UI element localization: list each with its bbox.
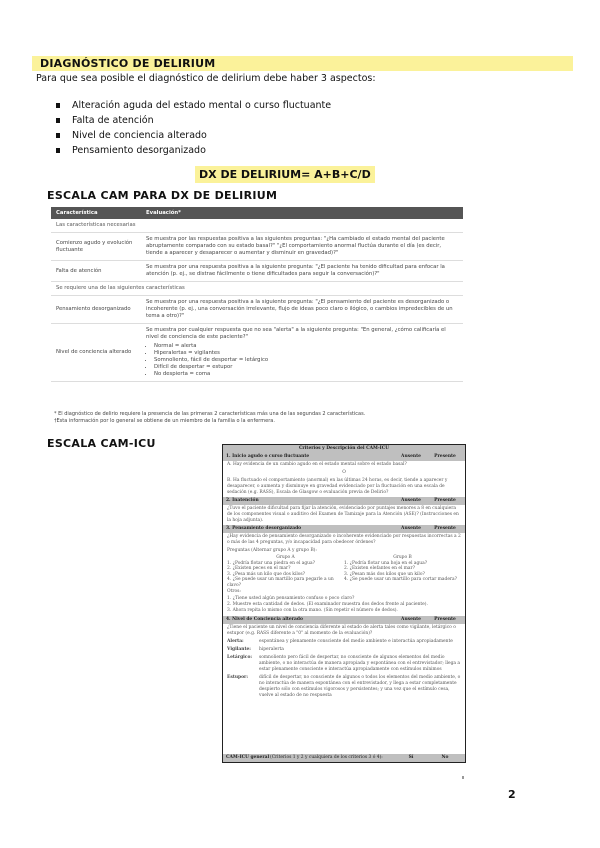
- list-item: Pensamiento desorganizado: [56, 143, 331, 158]
- group-label: Grupo A: [276, 555, 295, 560]
- evaluation-cell: Se muestra por una respuesta positiva a la siguiente pregunta: "¿El paciente ha tenido dificultad para enfocar la atención (p. ej., se distrae fácilmente o tiene dificultades para seguir la conversación)?": [141, 261, 463, 282]
- worksheet-header: [223, 445, 465, 453]
- cam-icu-title: ESCALA CAM-ICU: [47, 437, 156, 450]
- present-label: Presente: [434, 526, 456, 531]
- section-label: Se requiere una de las siguientes características: [51, 282, 463, 296]
- feature-cell: Falta de atención: [51, 261, 141, 282]
- mark: [462, 776, 464, 779]
- level-key: Letárgico:: [227, 655, 253, 660]
- evaluation-cell: Se muestra por las respuestas positiva a las siguientes preguntas: "¿Ha cambiado el estado mental del paciente abruptamente comparado con su estado basal?" "¿El comportamiento anormal fluctúa durante el día (es decir, tiende a aparecer y desaparecer o aumentar y disminuir en gravedad)?": [141, 233, 463, 261]
- table-header: [51, 207, 463, 219]
- section-label: 2. Inatención: [226, 498, 259, 503]
- list-item: Falta de atención: [56, 113, 331, 128]
- table-row: [51, 261, 463, 282]
- orders-title: Otros:: [227, 589, 241, 594]
- absent-label: Ausente: [401, 498, 421, 503]
- section-bar: [223, 616, 465, 624]
- bullet-list: [56, 98, 331, 158]
- global-label: CAM-ICU general: [226, 755, 270, 760]
- level-desc: espontánea y plenamente consciente del medio ambiente e interactúa apropiadamente: [259, 639, 453, 644]
- level-key: Estupor:: [227, 675, 248, 680]
- footnote: †Esta información por lo general se obtiene de un miembro de la familia o la enfermera.: [54, 418, 275, 424]
- section-label: 3. Pensamiento desorganizado: [226, 526, 302, 531]
- consciousness-options: [154, 343, 458, 378]
- question: 3. ¿Pesa más un kilo que dos kilos?: [227, 571, 306, 577]
- present-label: Presente: [434, 617, 456, 622]
- cam-icu-worksheet: [222, 444, 466, 763]
- list-item: • No despierta = coma: [154, 371, 458, 378]
- criterion-text: ¿Hay evidencia de pensamiento desorganizado o incoherente evidenciado por respuestas incorrectas a 2 o más de las 4 preguntas, y/o incapacidad para obedecer órdenes?: [227, 534, 461, 545]
- header-cell: Característica: [51, 207, 141, 219]
- page-number: 2: [508, 788, 516, 801]
- yes-label: Sí: [408, 755, 414, 760]
- criterion-text: A. Hay evidencia de un cambio agudo en el estado mental sobre el estado basal?: [227, 462, 407, 467]
- cam-scale-title: ESCALA CAM PARA DX DE DELIRIUM: [47, 189, 278, 202]
- present-label: Presente: [434, 498, 456, 503]
- global-bar: [223, 754, 465, 762]
- absent-label: Ausente: [401, 454, 421, 459]
- order: 2. Muestre esta cantidad de dedos. (El examinador muestra dos dedos frente al paciente).: [227, 602, 428, 607]
- level-desc: somnoliento pero fácil de despertar, no consciente de algunos elementos del medio ambiente, o no interactúa de manera apropiada y espontánea con el entrevistador; llega a estar plenamente consciente e interactúa apropiadamente con estímulos mínimos: [259, 655, 461, 672]
- list-item: • Normal = alerta: [154, 343, 458, 350]
- question: 4. ¿Se puede usar un martillo para cortar madera?: [344, 577, 458, 582]
- level-row: [223, 638, 465, 646]
- question: 1. ¿Podría flotar una piedra en el agua?: [227, 560, 315, 566]
- section-label: Las características necesarias: [51, 219, 463, 233]
- global-desc: (Criterios 1 y 2 y cualquiera de los criterios 3 ó 4):: [270, 755, 383, 760]
- group-b: [344, 555, 461, 588]
- no-label: No: [441, 755, 449, 760]
- section-bar: [223, 453, 465, 461]
- intro-text: Para que sea posible el diagnóstico de delirium debe haber 3 aspectos:: [36, 73, 376, 84]
- delirium-formula: DX DE DELIRIUM= A+B+C/D: [195, 166, 375, 183]
- group-a: [227, 555, 344, 588]
- question: 4. ¿Se puede usar un martillo para pegarle a un clavo?: [227, 577, 334, 588]
- table-row: [51, 324, 463, 382]
- evaluation-cell: Se muestra por una respuesta positiva a la siguiente pregunta: "¿El pensamiento del paciente es desorganizado o incoherente (p. ej., una conversación irrelevante, flujo de ideas poco claro o ilógico, o cambios impredecibles de un tema a otro)?": [141, 296, 463, 324]
- level-key: Vigilante:: [227, 647, 251, 652]
- level-key: Alerta:: [227, 639, 244, 644]
- header-cell: Evaluación*: [141, 207, 463, 219]
- section-bar: [223, 497, 465, 505]
- cam-footnotes: [54, 411, 462, 425]
- question: 2. ¿Existen peces en el mar?: [227, 566, 291, 571]
- list-item: • Somnoliento, fácil de despertar = letárgico: [154, 357, 458, 364]
- level-row: [223, 674, 465, 700]
- level-desc: hiperalerta: [259, 647, 284, 652]
- absent-label: Ausente: [401, 526, 421, 531]
- order: 1. ¿Tiene usted algún pensamiento confuso o poco claro?: [227, 596, 355, 601]
- questions-intro: Preguntas (Alternar grupo A y grupo B):: [227, 548, 317, 553]
- group-label: Grupo B: [393, 555, 412, 560]
- page-title: DIAGNÓSTICO DE DELIRIUM: [32, 56, 573, 71]
- present-label: Presente: [434, 454, 456, 459]
- criterion-text: ¿Tiene el paciente un nivel de conciencia diferente al estado de alerta tales como vigilante, letárgico o estupor (e.g. RASS diferente a "0" al momento de la evaluación)?: [227, 625, 456, 636]
- section-label: 4. Nivel de Conciencia alterado: [226, 617, 303, 622]
- evaluation-cell: [141, 324, 463, 382]
- table-section: [51, 219, 463, 233]
- evaluation-text: Se muestra por cualquier respuesta que no sea "alerta" a la siguiente pregunta: "En general, ¿cómo calificaría el nivel de conciencia de este paciente?": [146, 327, 446, 340]
- criterion-text: ¿Tuvo el paciente dificultad para fijar la atención, evidenciado por puntajes menores a 8 en cualquiera de los componentes visual o auditivo del Examen de Tamizaje para la Atención (ASE)? (Instrucciones en la hoja adjunta).: [227, 506, 459, 523]
- list-item: Nivel de conciencia alterado: [56, 128, 331, 143]
- question-groups: [223, 555, 465, 588]
- feature-cell: Comienzo agudo y evolución fluctuante: [51, 233, 141, 261]
- feature-cell: Nivel de conciencia alterado: [51, 324, 141, 382]
- list-item: • Hiperalertas = vigilantes: [154, 350, 458, 357]
- cam-table: [51, 207, 463, 382]
- level-row: [223, 654, 465, 674]
- footnote: * El diagnóstico de delirio requiere la presencia de las primeras 2 características más una de las segundas 2 características.: [54, 411, 366, 417]
- table-row: [51, 296, 463, 324]
- question: 2. ¿Existen elefantes en el mar?: [344, 566, 416, 571]
- section-label: 1. Inicio agudo o curso fluctuante: [226, 454, 310, 459]
- order: 3. Ahora repita lo mismo con la otra mano. (Sin repetir el número de dedos).: [227, 608, 398, 613]
- question: 3. ¿Pesan más dos kilos que un kilo?: [344, 571, 425, 577]
- level-desc: difícil de despertar, no consciente de algunos o todos los elementos del medio ambiente, o no interactúa de manera espontánea con el entrevistador, y llega a estar completamente despierto sólo con estímulos vigorosos y persistentes; y una vez que el estímulo cesa, vuelve al estado de no respuesta: [259, 675, 461, 698]
- feature-cell: Pensamiento desorganizado: [51, 296, 141, 324]
- section-bar: [223, 525, 465, 533]
- absent-label: Ausente: [401, 617, 421, 622]
- question: 1. ¿Podría flotar una hoja en el agua?: [344, 560, 428, 566]
- criterion-text: B. Ha fluctuado el comportamiento (anormal) en las últimas 24 horas, es decir, tiende a aparecer y desaparecer, o aumenta y disminuye en gravedad evidenciado por la fluctuación en una escala de sedación (e.g. RASS), Escala de Glasgow o evaluación previa de Delirio?: [227, 478, 448, 495]
- table-section: [51, 282, 463, 296]
- criterion-or: O: [342, 470, 346, 475]
- table-row: [51, 233, 463, 261]
- level-row: [223, 646, 465, 654]
- list-item: Alteración aguda del estado mental o curso fluctuante: [56, 98, 331, 113]
- list-item: • Difícil de despertar = estupor: [154, 364, 458, 371]
- worksheet-header-text: Criterios y Descripción del CAM-ICU: [298, 446, 390, 451]
